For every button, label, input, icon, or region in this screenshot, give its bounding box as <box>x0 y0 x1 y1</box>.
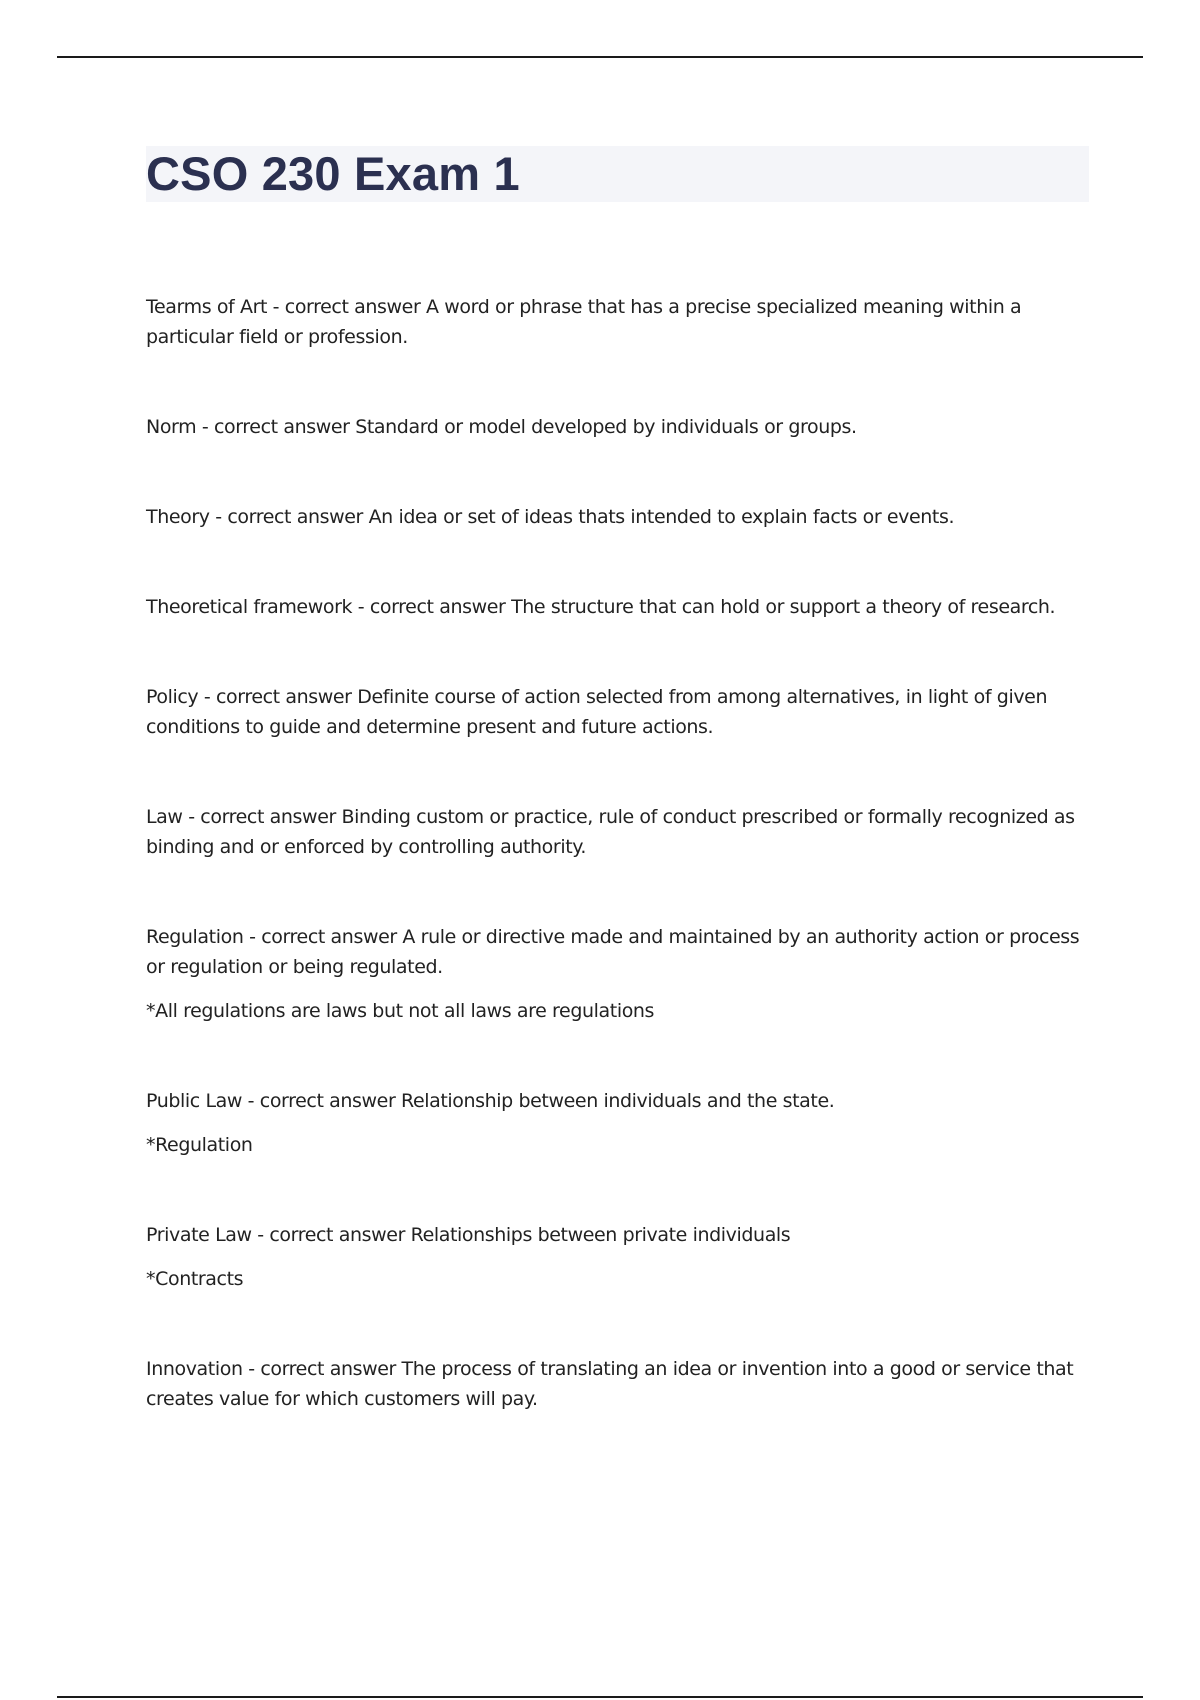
entry-text: Private Law - correct answer Relationships between private individuals <box>146 1224 791 1246</box>
entry-public-law <box>146 1086 1096 1160</box>
entry-terms-of-art <box>146 292 1096 352</box>
entry-norm <box>146 412 1096 442</box>
entry-law <box>146 802 1096 862</box>
entry-regulation <box>146 922 1096 1026</box>
entry-text: Theoretical framework - correct answer The structure that can hold or support a theory of research. <box>146 596 1056 618</box>
page-title: CSO 230 Exam 1 <box>146 147 520 200</box>
entry-text: Regulation - correct answer A rule or directive made and maintained by an authority action or process or regulation or being regulated. <box>146 926 1080 978</box>
entry-text: Public Law - correct answer Relationship between individuals and the state. <box>146 1090 835 1112</box>
entry-note: *Contracts <box>146 1268 244 1290</box>
top-rule <box>57 56 1143 58</box>
bottom-rule <box>57 1696 1143 1698</box>
entry-text: Theory - correct answer An idea or set of ideas thats intended to explain facts or events. <box>146 506 955 528</box>
entry-note: *Regulation <box>146 1134 253 1156</box>
entry-private-law <box>146 1220 1096 1294</box>
entry-text: Innovation - correct answer The process of translating an idea or invention into a good or service that creates value for which customers will pay. <box>146 1358 1074 1410</box>
entry-theory <box>146 502 1096 532</box>
entry-text: Law - correct answer Binding custom or practice, rule of conduct prescribed or formally recognized as binding and or enforced by controlling authority. <box>146 806 1075 858</box>
entry-policy <box>146 682 1096 742</box>
entry-text: Tearms of Art - correct answer A word or phrase that has a precise specialized meaning within a particular field or profession. <box>146 296 1022 348</box>
entry-innovation <box>146 1354 1096 1414</box>
entry-text: Policy - correct answer Definite course of action selected from among alternatives, in light of given conditions to guide and determine present and future actions. <box>146 686 1048 738</box>
entry-list <box>146 292 1096 1474</box>
entry-note: *All regulations are laws but not all laws are regulations <box>146 1000 655 1022</box>
entry-theoretical-framework <box>146 592 1096 622</box>
entry-text: Norm - correct answer Standard or model developed by individuals or groups. <box>146 416 857 438</box>
